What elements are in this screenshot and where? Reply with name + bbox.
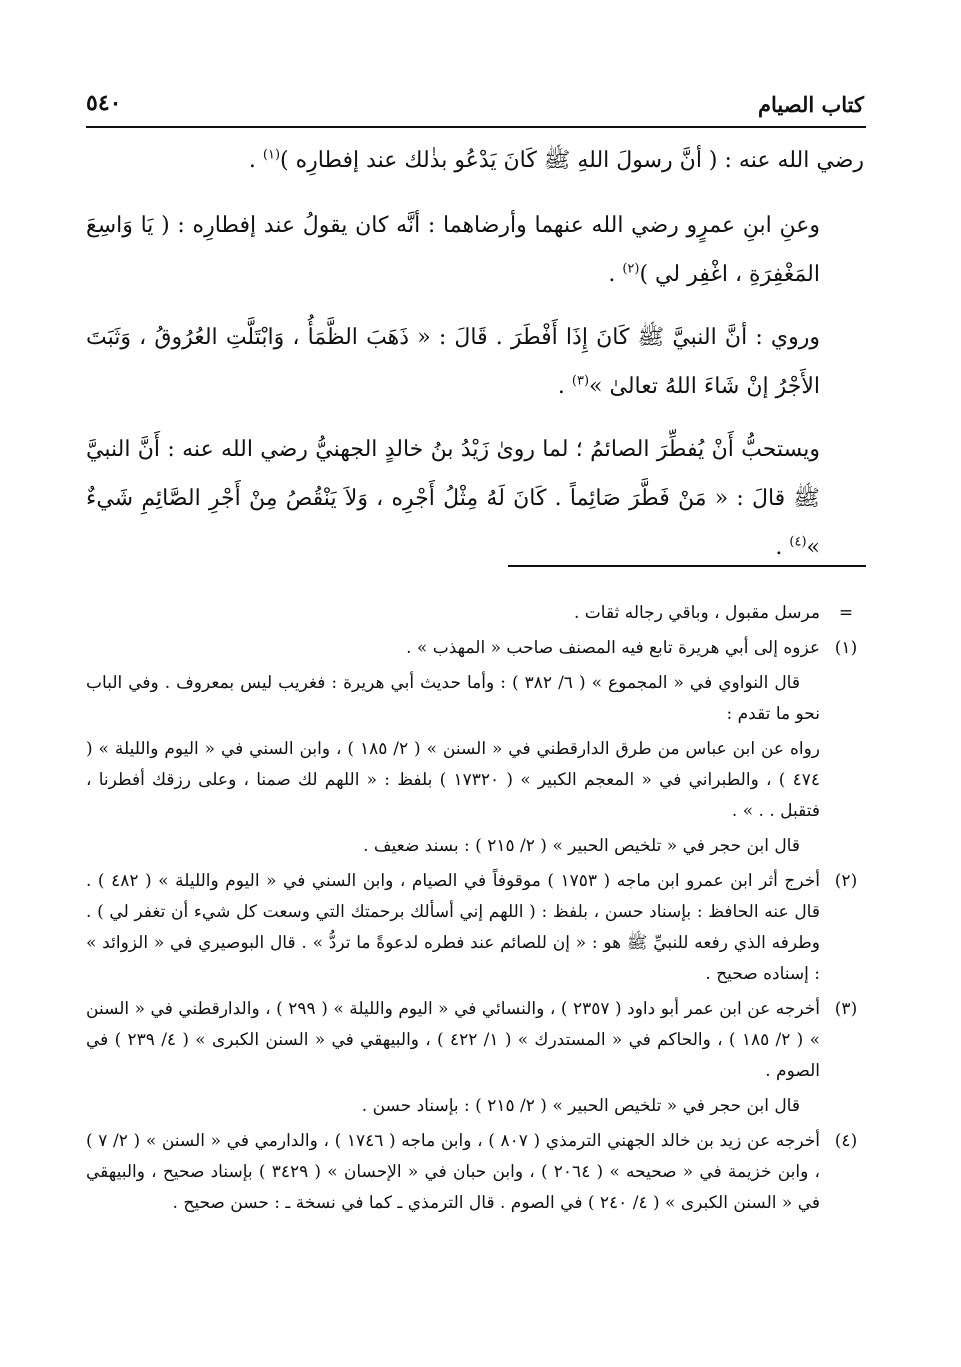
footnote-continuation [86, 598, 866, 629]
footnote-1 [86, 633, 866, 862]
continuation-mark: = [838, 603, 854, 623]
footnote-separator [508, 565, 866, 567]
footnotes [86, 598, 866, 1223]
footnote-4 [86, 1126, 866, 1219]
footnote-paragraph: رواه عن ابن عباس من طرق الدارقطني في « السنن » ( ٢/ ١٨٥ ) ، وابن السني في « اليوم والليلة » ( ٤٧٤ ) ، والطبراني في « المعجم الكبير » ( ١٧٣٢٠ ) بلفظ : « اللهم لك صمنا ، وعلى رزقك أفطرنا ، فتقبل . . » . [86, 739, 821, 821]
footnote-paragraph: قال ابن حجر في « تلخيص الحبير » ( ٢/ ٢١٥ ) : بسند ضعيف . [363, 836, 800, 856]
running-header [86, 84, 864, 124]
chapter-title: كتاب الصيام [758, 92, 864, 117]
continuation-text: مرسل مقبول ، وباقي رجاله ثقات . [573, 603, 820, 623]
main-text [86, 136, 864, 586]
paragraph-1-text: رضي الله عنه : ( أنَّ رسولَ اللهِ ﷺ كَانَ يَدْعُو بذٰلك عند إفطارِه ) [280, 148, 864, 173]
footnote-number: (٣) [834, 999, 858, 1019]
paragraph-3 [86, 313, 864, 411]
header-rule [86, 126, 866, 128]
paragraph-4 [86, 425, 864, 572]
footnote-ref-3[interactable]: (٣) [571, 373, 590, 389]
footnote-ref-2[interactable]: (٢) [622, 261, 640, 277]
footnote-paragraph: أخرجه عن ابن عمر أبو داود ( ٢٣٥٧ ) ، والنسائي في « اليوم والليلة » ( ٢٩٩ ) ، والدارقطني في « السنن » ( ٢/ ١٨٥ ) ، والحاكم في « المستدرك » ( ١/ ٤٢٢ ) ، والبيهقي في « السنن الكبرى » ( ٤/ ٢٣٩ ) في الصوم . [86, 999, 821, 1081]
footnote-paragraph: عزوه إلى أبي هريرة تابع فيه المصنف صاحب « المهذب » . [406, 638, 820, 658]
footnote-ref-1[interactable]: (١) [262, 147, 281, 163]
paragraph-2-end: . [608, 262, 623, 287]
paragraph-2-text: وعنِ ابنِ عمرٍو رضي الله عنهما وأرضاهما : أنَّه كان يقولُ عند إفطارِه : ( يَا وَاسِعَ المَغْفِرَةِ ، اغْفِر لي ) [86, 213, 820, 287]
footnote-number: (١) [834, 638, 858, 658]
page-number: ٥٤٠ [86, 90, 122, 116]
footnote-2 [86, 866, 866, 990]
paragraph-3-end: . [557, 374, 572, 399]
footnote-ref-4[interactable]: (٤) [789, 534, 807, 550]
paragraph-1-end: . [248, 148, 263, 173]
paragraph-3-text: وروي : أنَّ النبيَّ ﷺ كَانَ إِذَا أَفْطَرَ . قَالَ : « ذَهَبَ الظَّمَأُ ، وَابْتَلَّتِ العُرُوقُ ، وَثَبَتَ الأَجْرُ إنْ شَاءَ اللهُ تعالىٰ » [86, 325, 820, 399]
footnote-number: (٢) [834, 871, 858, 891]
paragraph-4-end: . [775, 535, 790, 560]
footnote-paragraph: أخرج أثر ابن عمرو ابن ماجه ( ١٧٥٣ ) موقوفاً في الصيام ، وابن السني في « اليوم والليلة » ( ٤٨٢ ) . قال عنه الحافظ : بإسناد حسن ، بلفظ : ( اللهم إني أسألك برحمتك التي وسعت كل شيء أن تغفر لي ) . وطرفه الذي رفعه للنبيِّ ﷺ هو : « إن للصائم عند فطره لدعوةً ما تردُّ » . قال البوصيري في « الزوائد » : إسناده صحيح . [86, 871, 821, 984]
paragraph-2 [86, 201, 864, 299]
footnote-paragraph: أخرجه عن زيد بن خالد الجهني الترمذي ( ٨٠٧ ) ، وابن ماجه ( ١٧٤٦ ) ، والدارمي في « السنن » ( ٢/ ٧ ) ، وابن خزيمة في « صحيحه » ( ٢٠٦٤ ) ، وابن حبان في « الإحسان » ( ٣٤٢٩ ) بإسناد صحيح ، والبيهقي في « السنن الكبرى » ( ٤/ ٢٤٠ ) في الصوم . قال الترمذي ـ كما في نسخة ـ : حسن صحيح . [86, 1131, 820, 1213]
footnote-paragraph: قال النواوي في « المجموع » ( ٦/ ٣٨٢ ) : وأما حديث أبي هريرة : فغريب ليس بمعروف . وفي الباب نحو ما تقدم : [86, 673, 820, 724]
paragraph-1 [86, 136, 864, 185]
footnote-paragraph: قال ابن حجر في « تلخيص الحبير » ( ٢/ ٢١٥ ) : بإسناد حسن . [361, 1096, 800, 1116]
footnote-number: (٤) [834, 1131, 858, 1151]
footnote-3 [86, 994, 866, 1122]
paragraph-4-text: ويستحبُّ أَنْ يُفطِّرَ الصائمُ ؛ لما روىٰ زَيْدُ بنُ خالدٍ الجهنيُّ رضي الله عنه : أَنَّ النبيَّ ﷺ قالَ : « مَنْ فَطَّرَ صَائِماً . كَانَ لَهُ مِثْلُ أَجْرِه ، وَلاَ يَنْقُصُ مِنْ أَجْرِ الصَّائِمِ شَيءٌ » [86, 437, 820, 560]
